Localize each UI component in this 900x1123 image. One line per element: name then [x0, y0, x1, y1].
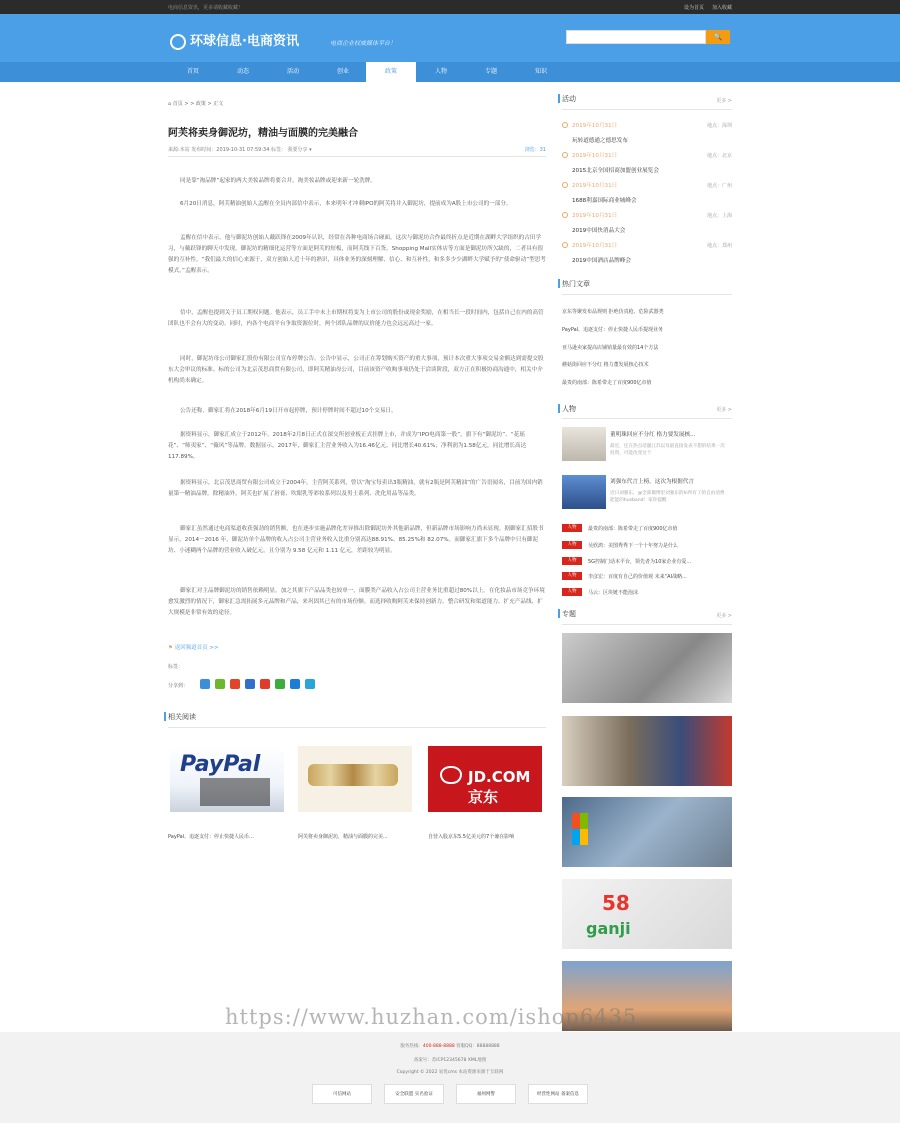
- hotline-number: 400-888-8888: [422, 1044, 455, 1049]
- nav-knowledge[interactable]: 知识: [534, 68, 547, 75]
- event-location: 地点：上海: [706, 213, 732, 219]
- flag-icon: ⚑: [168, 645, 175, 651]
- footer-icp[interactable]: 备案号：苏ICP12345678 XML地图: [413, 1058, 487, 1063]
- people-list-item[interactable]: 5G控制门话本平台，领先者为10家企业有爱...: [588, 559, 692, 565]
- set-homepage-link[interactable]: 设为首页: [683, 5, 704, 11]
- hot-article-item[interactable]: 蘑菇街回应不分红 格力董发展核心技术: [562, 362, 649, 368]
- related-divider: [168, 727, 546, 728]
- person-card-desc: 近日刘强东，@全部微博里刘强东的hi所有了的自由消费能能的husband！家你提醒: [610, 491, 725, 503]
- nav-news[interactable]: 动态: [236, 68, 249, 75]
- qq-number: 88888888: [476, 1044, 500, 1049]
- main-nav: [0, 62, 900, 82]
- share-more-icon[interactable]: [305, 679, 315, 689]
- title-divider: [168, 156, 546, 157]
- event-location: 地点：深圳: [706, 123, 732, 129]
- footer-contact: 服务热线：400-888-8888 客服QQ：88888888: [400, 1044, 500, 1049]
- topic-more-link[interactable]: 更多 >: [716, 613, 732, 619]
- section-divider: [562, 624, 732, 625]
- logo-icon: [170, 34, 186, 50]
- people-more-link[interactable]: 更多 >: [716, 407, 732, 413]
- article-meta: 来源:本站 发布时间：2019-10-31 07:59:34 标签： 我要分享 ▾ 浏览：31: [168, 147, 546, 153]
- timeline-dot-icon: [562, 122, 568, 128]
- people-badge: 人物: [562, 588, 582, 596]
- person-photo[interactable]: [562, 427, 606, 461]
- article-paragraph: 信中，孟醒也提到关于员工期权问题。他表示，员工手中未上市期权将变为上市公司的股份或现金奖励，在相当长一段时间内，包括自己在内的高管团队也不会有大的变动。同时，内各个电商平台争取资源位时，两个团队品牌的议价能力也会远远高过一家。: [168, 310, 544, 327]
- people-list-item[interactable]: 李彦宏：百度有自己的价值观 未来“AI战略...: [588, 574, 687, 580]
- related-image-paypal[interactable]: PayPal: [170, 746, 284, 812]
- activity-more-link[interactable]: 更多 >: [716, 98, 732, 104]
- hot-article-item[interactable]: 京东等聚发布品规则 拒绝仿真枪、危险武器类: [562, 309, 664, 315]
- police-badge[interactable]: 福州网警: [456, 1084, 516, 1104]
- person-card-desc: 最近，还在热点话题江苏以及最直接发表不想的结果一次投资，可能改变这个: [610, 444, 725, 456]
- nav-activity[interactable]: 活动: [286, 68, 299, 75]
- nav-startup[interactable]: 创业: [336, 68, 349, 75]
- related-caption[interactable]: 阿芙将卖身御泥坊，精油与面膜的完美...: [298, 834, 388, 840]
- timeline-dot-icon: [562, 182, 568, 188]
- event-name[interactable]: 2019中国快消品大会: [572, 228, 626, 234]
- topic-image[interactable]: 58 ganji: [562, 879, 732, 949]
- person-card-title[interactable]: 董明珠回应不分红 格力要发展核...: [610, 432, 696, 438]
- people-badge: 人物: [562, 572, 582, 580]
- share-kaixin-icon[interactable]: [260, 679, 270, 689]
- event-name[interactable]: 2019中国酒店品牌峰会: [572, 258, 631, 264]
- nav-policy[interactable]: 政策: [366, 62, 416, 82]
- article-paragraph: 据资料显示，北京茂思商贸有限公司成立于2004年，主营阿芙系列，曾以“淘宝每卖出3瓶精油，就有2瓶是阿芙精油”的广告语闻名，目前为国内销量第一精油品牌。除精油外，阿芙也扩展了唇膏、吹眼乳等彩妆系列以及男士系列、洗化用品等品类。: [168, 480, 543, 497]
- add-favorite-link[interactable]: 加入收藏: [711, 5, 732, 11]
- watermark: https://www.huzhan.com/ishop6435: [225, 1005, 638, 1029]
- article-paragraph: 御家汇虽然通过电商渠道收获强劲的销售额，也在逐步实施品牌化差异推出除御泥坊外其他新品牌，但新品牌市场影响力尚未显现。据御家汇招股书显示，2014－2016 年，御泥坊单个品牌的收入占公司主营业务收入比重分别高达88.91%、85.25%和 82.07%。而御家汇旗下多个品牌中只有御泥坊、小迷糊两个品牌的营业收入破亿元，且分别为 9.58 亿元和 1.11 亿元，差距较为明显。: [168, 526, 544, 554]
- related-caption[interactable]: 自营入股京东5.5亿美元的7个兼在影响: [428, 834, 515, 840]
- article-paragraph: 据资料显示，御家汇成立于2012年。2018年2月8日正式在深交所创业板正式挂牌上市，并成为“IPO电商第一股”，旗下有“御泥坊”、“花瑶花”、“师夷家”、“薇风”等品牌。数据显示，2017年，御家汇主营业务收入为16.46亿元，同比增长40.61%；净利润为1.58亿元，同比增长高达117.89%。: [168, 432, 527, 460]
- related-caption[interactable]: PayPal、追逐支付：停止快捷人民币...: [168, 834, 254, 840]
- top-bar: [0, 0, 900, 14]
- nav-people[interactable]: 人物: [434, 68, 447, 75]
- event-date: 2019年10月31日: [572, 153, 618, 159]
- share-wechat-icon[interactable]: [275, 679, 285, 689]
- related-image-jd[interactable]: JD.COM 京东: [428, 746, 542, 812]
- hot-article-item[interactable]: PayPal、追逐支付：停止快捷人民币提现业务: [562, 327, 664, 333]
- timeline-dot-icon: [562, 242, 568, 248]
- event-location: 地点：郑州: [706, 243, 732, 249]
- footer-copyright: Copyright © 2022 易优cms 本站资源来源于互联网: [396, 1070, 504, 1075]
- event-location: 地点：北京: [706, 153, 732, 159]
- timeline-dot-icon: [562, 212, 568, 218]
- people-badge: 人物: [562, 524, 582, 532]
- search-button[interactable]: [706, 30, 730, 44]
- hot-articles-title: 热门文章: [562, 280, 590, 288]
- event-date: 2019年10月31日: [572, 123, 618, 129]
- site-footer: [0, 1032, 900, 1123]
- people-list-item[interactable]: 吴欣鸿：美图秀秀下一个十年努力是什么: [588, 543, 679, 549]
- event-date: 2019年10月31日: [572, 243, 618, 249]
- people-section-title: 人物: [562, 405, 576, 413]
- article-paragraph: 同时，御泥坊母公司御家汇股份有限公司宣布停牌公告。公告中显示，公司正在筹划购买资产的重大事项，预计本次重大事项交易金额达到需提交股东大会审议的标准。标的公司为北京茂思商贸有限公司，即阿芙精油母公司，目前该资产收购事项仍处于洽谈阶段，双方正在积极协商沟通中，相关中介机构尚未确定。: [168, 356, 544, 384]
- search-icon: 🔍: [713, 33, 723, 41]
- share-qzone-icon[interactable]: [200, 679, 210, 689]
- article-paragraph: 6月20日消息，阿芙精油创始人孟醒在全员内部信中表示，本来明年才冲刺IPO的阿芙将并入御泥坊，提前成为A股上市公司的一部分。: [180, 201, 512, 207]
- person-photo[interactable]: [562, 475, 606, 509]
- share-weibo-icon[interactable]: [230, 679, 240, 689]
- site-logo[interactable]: 环球信息·电商资讯: [170, 30, 299, 50]
- article-paragraph: 同是靠“淘品牌”起家的两大美妆品牌将要合并，淘美妆品牌或迎来新一轮洗牌。: [180, 178, 376, 184]
- topic-section-title: 专题: [562, 610, 576, 618]
- article-paragraph: 御家汇对主品牌御泥坊的销售依赖明显，加之其旗下产品品类也较单一，面膜类产品收入占公司主营业务比重超过80%以上。在化妆品市场竞争环境愈发激烈的情况下，御家汇急需拓展多元品牌和产品，来巩固其已有的市场份额。而选择收购阿芙来保持创新力、整合研发和渠道能力、扩充产品线、扩大规模是非常有效的途径。: [168, 588, 545, 616]
- topic-image[interactable]: [562, 633, 732, 703]
- topic-image[interactable]: [562, 797, 732, 867]
- people-badge: 人物: [562, 541, 582, 549]
- article-paragraph: 孟醒在信中表示，他与御泥坊创始人戴跃锋在2009年认识，经常在各种电商场合碰面。这次与御泥坊合作最终折点是近期在湖畔大学组织的古田学习，与戴跃锋的聊天中发现，御泥坊的精细化运营等方面是阿芙的短板，而阿芙线下百货、Shopping Mall实体店等方面是御泥坊所欠缺的，二者具有很强的互补性。“我们最大的信心来源于，双方创始人近十年的熟识，具体业务的深刻理解、信心、和互补性，和多多少少湖畔大学赋予的“使命驱动”型思考模式。”孟醒表示。: [168, 235, 546, 274]
- back-to-channel-link[interactable]: ⚑ 返回频道首页 >>: [168, 645, 219, 651]
- security-verify-badge[interactable]: 安全联盟 实名验证: [384, 1084, 444, 1104]
- hot-article-item[interactable]: 最贵的南部：陈希带走了百度900亿市值: [562, 380, 652, 386]
- nav-topic[interactable]: 专题: [484, 68, 497, 75]
- event-date: 2019年10月31日: [572, 213, 618, 219]
- related-image-afu[interactable]: [298, 746, 412, 812]
- people-badge: 人物: [562, 557, 582, 565]
- section-divider: [562, 109, 732, 110]
- event-name[interactable]: 2015北京全国招商加盟创业展览会: [572, 168, 659, 174]
- nav-home[interactable]: 首页: [186, 68, 199, 75]
- section-divider: [562, 418, 732, 419]
- timeline-dot-icon: [562, 152, 568, 158]
- trusted-site-badge[interactable]: 可信网站: [312, 1084, 372, 1104]
- share-qq-icon[interactable]: [290, 679, 300, 689]
- share-friends-icon[interactable]: [215, 679, 225, 689]
- section-divider: [562, 294, 732, 295]
- activity-section-title: 活动: [562, 95, 576, 103]
- record-info-badge[interactable]: 经营性网站 备案信息: [528, 1084, 588, 1104]
- site-header: [0, 14, 900, 62]
- event-location: 地点：广州: [706, 183, 732, 189]
- site-slogan: 电商企业权威媒体平台！: [330, 40, 397, 47]
- event-date: 2019年10月31日: [572, 183, 618, 189]
- share-label: 分享到：: [168, 683, 189, 689]
- related-reading-title: 相关阅读: [168, 713, 196, 721]
- event-name[interactable]: 玩转道德通之德思发布: [572, 138, 628, 144]
- hot-article-item[interactable]: 亚马逊卖家提高店铺销量最有效的14个方法: [562, 345, 659, 351]
- people-list-item[interactable]: 马云：区块链不能泡沫: [588, 590, 639, 596]
- topic-image[interactable]: [562, 716, 732, 786]
- article-paragraph: 公告还称，御家汇将在2018年6月19日开市起停牌，预计停牌时间不超过10个交易日。: [180, 408, 397, 414]
- person-card-title[interactable]: 刘强东代言上榜，这次为根据代言: [610, 479, 694, 485]
- article-title: 阿芙将卖身御泥坊，精油与面膜的完美融合: [168, 128, 358, 139]
- top-bar-notice: 电商信息资讯，更多请收藏收藏！: [168, 5, 244, 11]
- people-list-item[interactable]: 最贵的南部：陈希带走了百度900亿市值: [588, 526, 678, 532]
- share-renren-icon[interactable]: [245, 679, 255, 689]
- tags-label: 标签：: [168, 664, 184, 670]
- search-input[interactable]: [566, 30, 706, 44]
- event-name[interactable]: 1688利嘉国际商业城峰会: [572, 198, 637, 204]
- view-count: 浏览：31: [524, 147, 546, 153]
- breadcrumb[interactable]: ⌂ 首页 > > 政策 > 正文: [168, 101, 224, 107]
